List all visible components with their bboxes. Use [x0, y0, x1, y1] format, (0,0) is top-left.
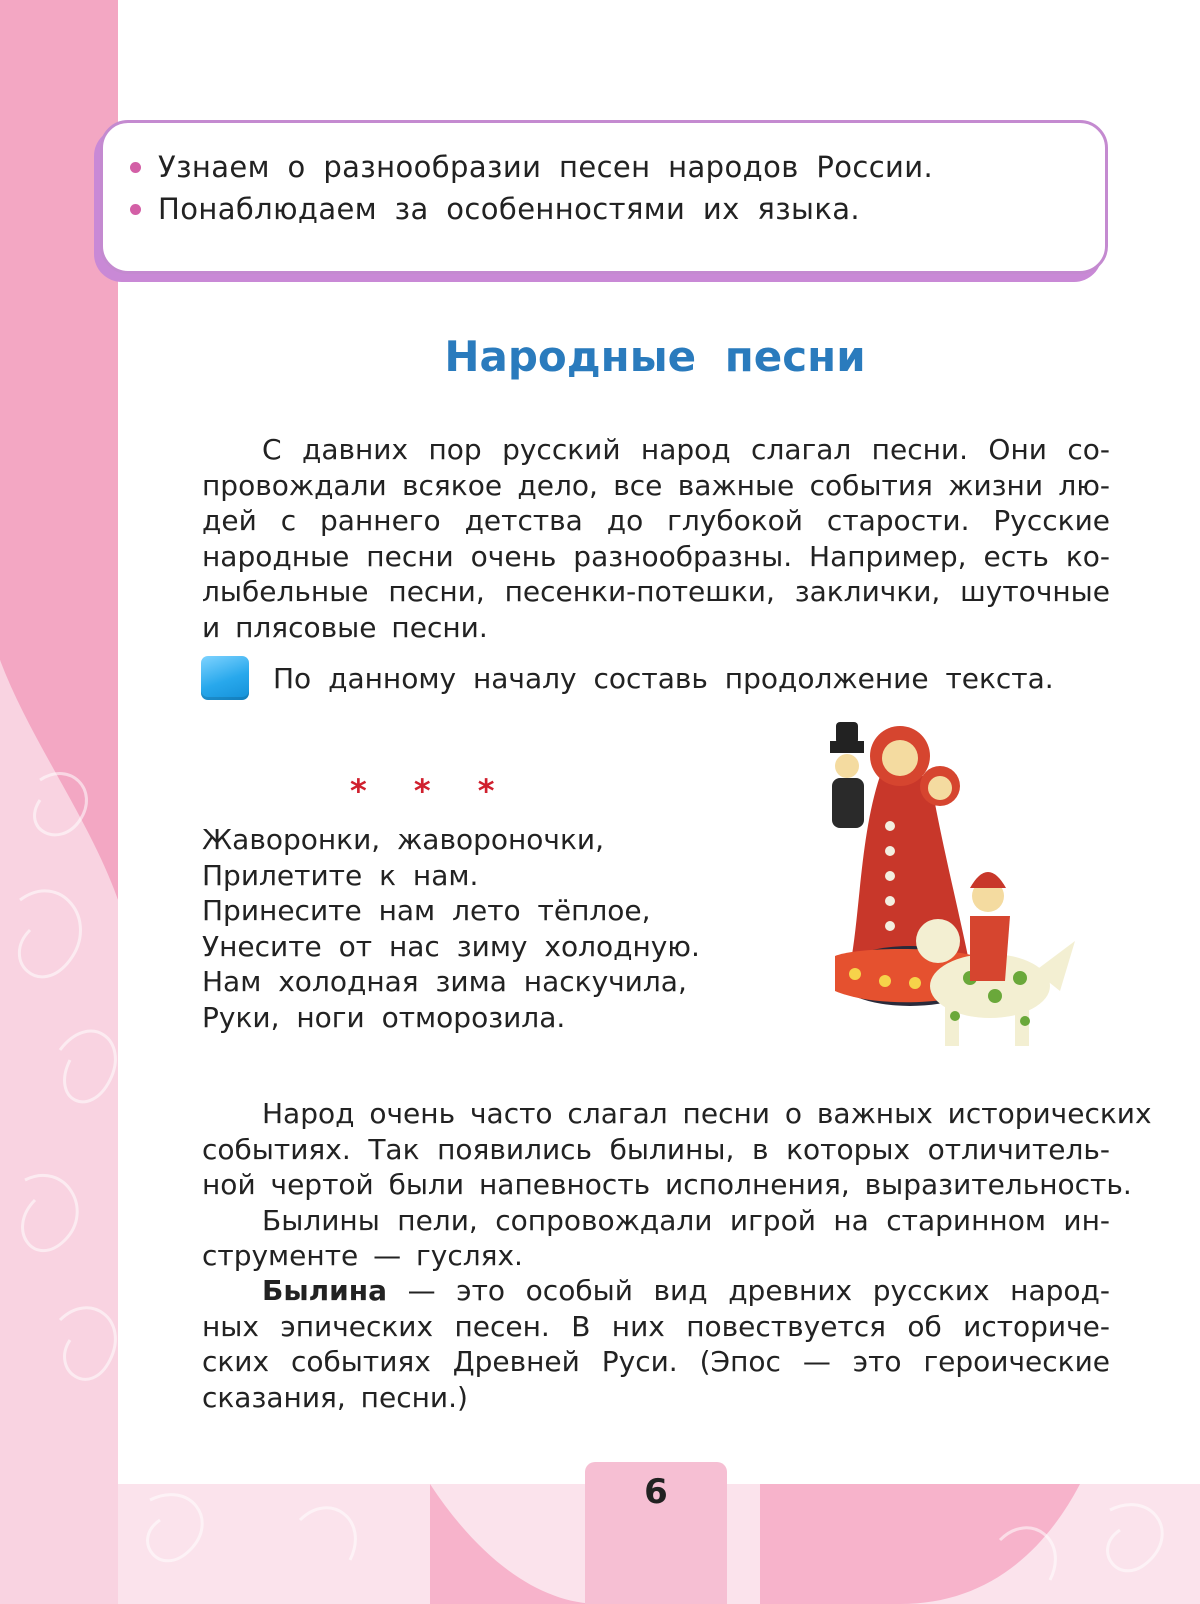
goal-item: Понаблюдаем за особенностями их языка. [158, 192, 861, 226]
text-line: сказания, песни.) [202, 1380, 468, 1414]
text-line: дей с раннего детства до глубокой старости. Русские [202, 504, 1110, 537]
poem-line: Руки, ноги отморозила. [202, 1000, 566, 1034]
poem-line: Унесите от нас зиму холодную. [202, 929, 700, 963]
poem-line: Принесите нам лето тёплое, [202, 894, 651, 927]
text-line: ных эпических песен. В них повествуется об историче- [202, 1309, 1110, 1343]
intro-paragraph [202, 432, 1110, 645]
term-bylina: Былина [262, 1274, 388, 1307]
text-line: ских событиях Древней Руси. (Эпос — это героические [202, 1345, 1110, 1378]
text-line [202, 1273, 1110, 1309]
text-line: ной чертой были напевность исполнения, выразительность. [202, 1168, 1132, 1201]
definition-paragraph [202, 1273, 1110, 1415]
page-title: Народные песни [444, 332, 866, 381]
text-line: Народ очень часто слагал песни о важных исторических [262, 1097, 1152, 1130]
text-line: событиях. Так появились былины, в которых отличитель- [202, 1132, 1110, 1166]
task-text: По данному началу составь продолжение текста. [273, 662, 1054, 695]
poem-line: Прилетите к нам. [202, 858, 479, 892]
text-line: народные песни очень разнообразны. Например, есть ко- [202, 539, 1110, 573]
goal-item: Узнаем о разнообразии песен народов России. [158, 150, 934, 184]
text-line: Былины пели, сопровождали игрой на старинном ин- [262, 1203, 1110, 1237]
poem [202, 822, 700, 1035]
page-number: 6 [644, 1472, 668, 1512]
text-line: струменте — гуслях. [202, 1239, 523, 1272]
definition-first-line: — это особый вид древних русских народ- [387, 1274, 1110, 1307]
poem-stars: * * * [350, 772, 513, 810]
poem-line: Нам холодная зима наскучила, [202, 965, 687, 998]
text-line: лыбельные песни, песенки-потешки, заклички, шуточные [202, 575, 1110, 608]
history-paragraph [202, 1096, 1152, 1274]
poem-line: Жаворонки, жавороночки, [202, 823, 604, 856]
dymkovo-toy-illustration [820, 716, 1080, 1072]
text-line: и плясовые песни. [202, 610, 488, 644]
task-square-icon [201, 656, 249, 700]
text-line: провождали всякое дело, все важные события жизни лю- [202, 468, 1110, 502]
text-line: С давних пор русский народ слагал песни. Они со- [262, 433, 1110, 466]
